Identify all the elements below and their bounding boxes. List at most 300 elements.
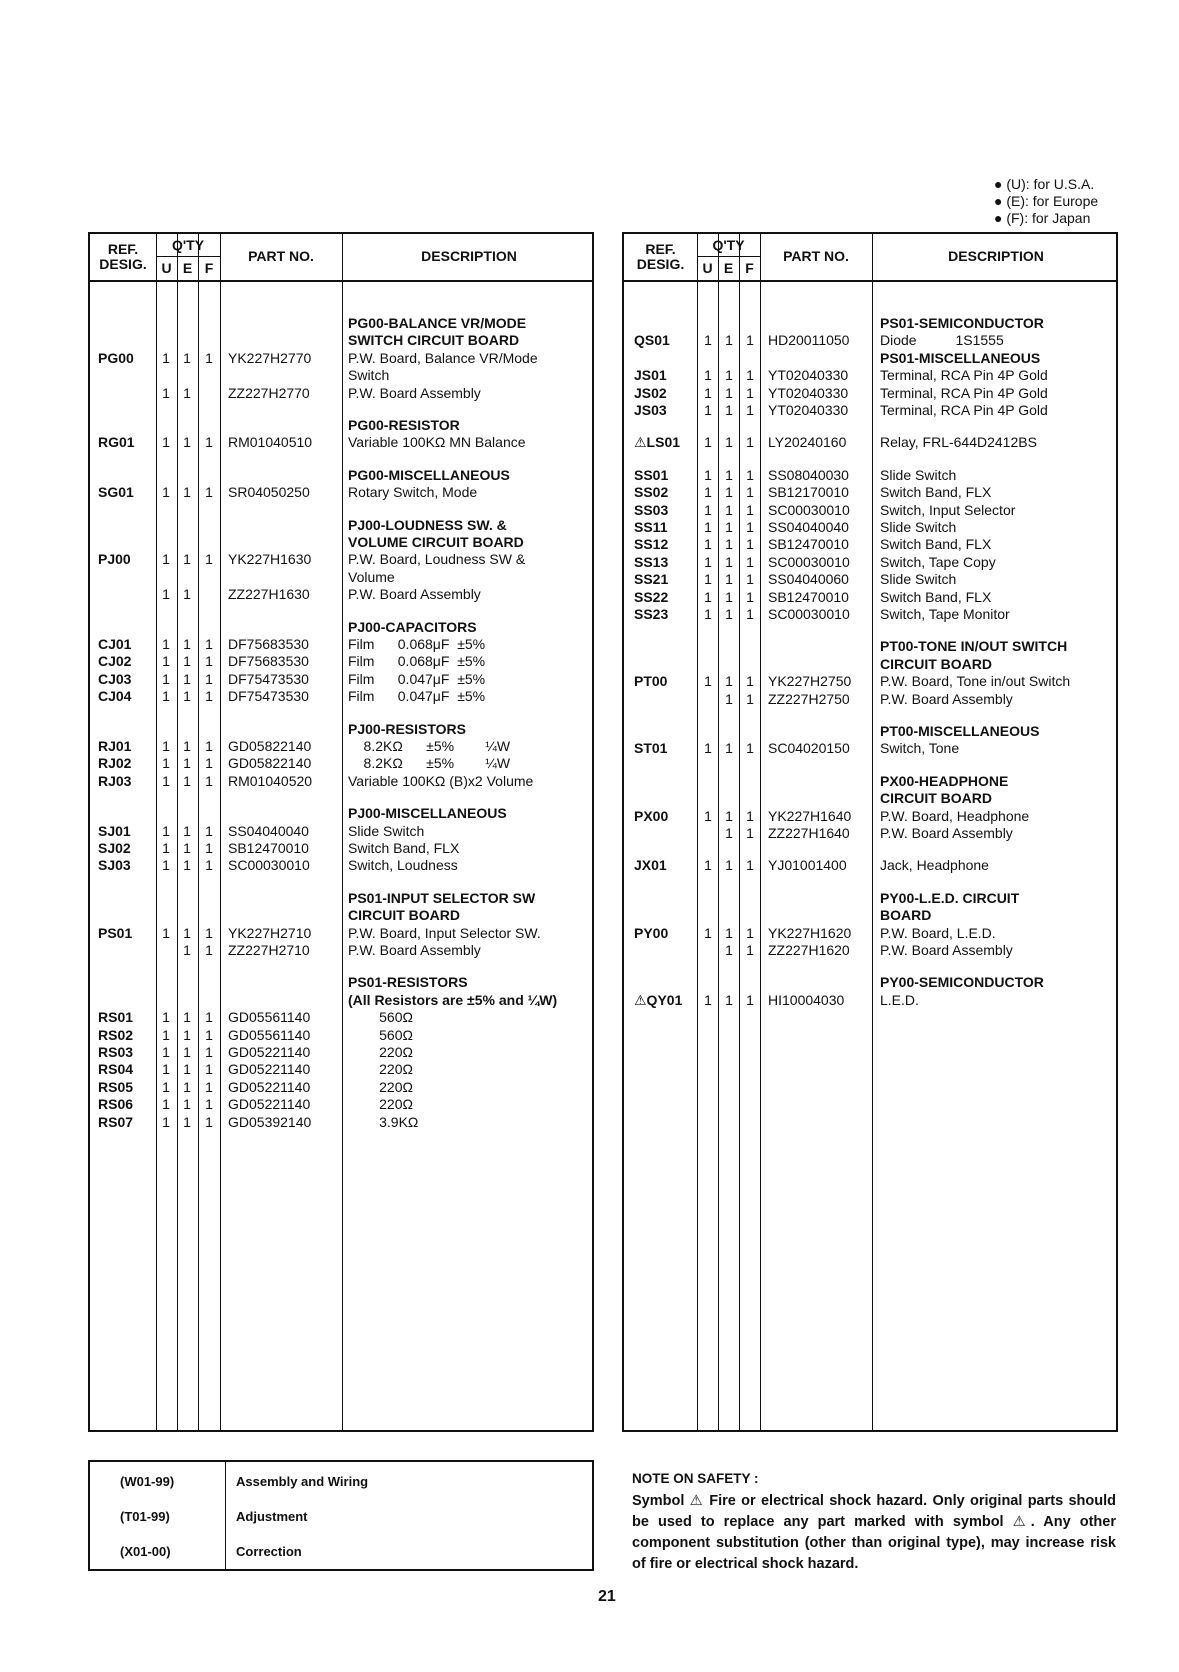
ref-designator: RS05 — [98, 1078, 134, 1095]
section-title: VOLUME CIRCUIT BOARD — [348, 534, 524, 550]
description: P.W. Board Assembly — [880, 825, 1013, 841]
table-row — [90, 384, 592, 402]
description: 220Ω — [348, 1044, 413, 1060]
qty-u: 1 — [704, 384, 712, 401]
description: Jack, Headphone — [880, 857, 989, 874]
qty-f: 1 — [205, 484, 213, 501]
qty-f: 1 — [205, 688, 213, 705]
part-number: YT02040330 — [768, 402, 849, 418]
safety-note — [632, 1468, 1116, 1575]
qty-u: 1 — [704, 673, 712, 690]
table-row — [624, 483, 1116, 501]
qty-f: 1 — [205, 840, 213, 856]
header-description: DESCRIPTION — [421, 248, 517, 264]
description: Slide Switch — [880, 466, 957, 483]
qty-u: 1 — [704, 501, 712, 518]
qty-u: 1 — [162, 1078, 170, 1095]
part-number: GD05392140 — [228, 1113, 312, 1130]
part-number: GD05822140 — [228, 755, 312, 772]
description: Terminal, RCA Pin 4P Gold — [880, 402, 1048, 418]
qty-e: 1 — [183, 551, 191, 568]
qty-e: 1 — [183, 924, 191, 941]
qty-f: 1 — [746, 690, 754, 707]
part-number: GD05221140 — [228, 1078, 311, 1095]
section-heading — [90, 533, 592, 551]
description: Terminal, RCA Pin 4P Gold — [880, 384, 1048, 401]
description: P.W. Board, L.E.D. — [880, 924, 996, 941]
qty-e: 1 — [183, 688, 191, 705]
qty-f: 1 — [746, 466, 754, 483]
section-heading — [90, 720, 592, 738]
section-title: PS01-SEMICONDUCTOR — [880, 315, 1044, 331]
qty-e: 1 — [725, 942, 733, 958]
part-number: ZZ227H2770 — [228, 384, 310, 401]
description: Variable 100KΩ MN Balance — [348, 434, 526, 451]
part-number: ZZ227H1640 — [768, 825, 850, 841]
qty-f: 1 — [205, 434, 213, 451]
label-correction: Correction — [236, 1544, 302, 1559]
qty-f: 1 — [746, 384, 754, 401]
table-row — [90, 941, 592, 959]
qty-u: 1 — [704, 571, 712, 588]
part-number: DF75473530 — [228, 688, 309, 705]
header-qty: Q'TY — [171, 237, 205, 253]
ref-designator: JS01 — [634, 367, 667, 384]
table-row — [624, 384, 1116, 402]
section-heading — [624, 889, 1116, 907]
description: P.W. Board, Headphone — [880, 807, 1030, 824]
table-row — [624, 924, 1116, 942]
qty-u: 1 — [704, 402, 712, 418]
part-number: GD05561140 — [228, 1026, 311, 1043]
table-row — [90, 366, 592, 384]
part-number: GD05221140 — [228, 1061, 311, 1078]
header-part-no: PART NO. — [248, 248, 314, 264]
description: 8.2KΩ ±5% ¼W — [348, 738, 511, 754]
description: P.W. Board, Loudness SW & — [348, 551, 526, 568]
qty-u: 1 — [162, 822, 170, 839]
section-heading — [90, 314, 592, 332]
qty-u: 1 — [704, 367, 712, 384]
part-number: GD05221140 — [228, 1044, 311, 1060]
description: Switch Band, FLX — [880, 484, 992, 501]
section-heading — [90, 991, 592, 1009]
parts-table-left — [88, 232, 594, 1432]
qty-e: 1 — [725, 553, 733, 570]
qty-e: 1 — [183, 1096, 191, 1113]
qty-f: 1 — [746, 825, 754, 841]
ref-designator: JX01 — [634, 857, 667, 874]
description: P.W. Board, Tone in/out Switch — [880, 673, 1071, 690]
part-number: ZZ227H1620 — [768, 942, 850, 958]
qty-e: 1 — [183, 1078, 191, 1095]
header-f: F — [204, 260, 214, 276]
qty-f: 1 — [746, 519, 754, 535]
qty-e: 1 — [725, 484, 733, 501]
table-row — [90, 568, 592, 586]
qty-u: 1 — [704, 807, 712, 824]
ref-designator: SS03 — [634, 501, 669, 518]
qty-f: 1 — [205, 924, 213, 941]
section-title: CIRCUIT BOARD — [880, 790, 992, 807]
section-title: PS01-MISCELLANEOUS — [880, 349, 1041, 366]
table-row — [624, 518, 1116, 536]
qty-e: 1 — [725, 434, 733, 451]
section-title: PG00-RESISTOR — [348, 417, 460, 433]
description: 220Ω — [348, 1096, 413, 1113]
qty-u: 1 — [162, 384, 170, 401]
qty-u: 1 — [162, 738, 170, 754]
ref-designator: SS12 — [634, 536, 669, 553]
section-title: PJ00-CAPACITORS — [348, 618, 477, 635]
qty-e: 1 — [183, 857, 191, 874]
qty-u: 1 — [704, 484, 712, 501]
header-qty: Q'TY — [712, 237, 745, 253]
qty-f: 1 — [205, 1078, 213, 1095]
qty-e: 1 — [183, 349, 191, 366]
qty-e: 1 — [725, 501, 733, 518]
qty-f: 1 — [746, 501, 754, 518]
ref-designator: SG01 — [98, 484, 134, 501]
table-row — [624, 588, 1116, 606]
part-number: ZZ227H2710 — [228, 942, 310, 958]
part-number: HI10004030 — [768, 991, 845, 1008]
section-title: PJ00-RESISTORS — [348, 720, 467, 737]
ref-designator: CJ04 — [98, 688, 132, 705]
section-heading — [90, 889, 592, 907]
qty-f: 1 — [205, 1026, 213, 1043]
description: Switch, Tape Monitor — [880, 606, 1010, 622]
header-u: U — [702, 260, 713, 276]
table-row — [624, 605, 1116, 623]
qty-f: 1 — [205, 1061, 213, 1078]
qty-f: 1 — [746, 434, 754, 451]
qty-e: 1 — [725, 571, 733, 588]
qty-e: 1 — [725, 807, 733, 824]
qty-f: 1 — [205, 636, 213, 652]
section-title: PT00-MISCELLANEOUS — [880, 723, 1040, 739]
table-row — [90, 550, 592, 568]
label-adjustment: Adjustment — [236, 1509, 308, 1524]
ref-designator: SS13 — [634, 553, 669, 570]
qty-e: 1 — [725, 924, 733, 941]
qty-f: 1 — [746, 606, 754, 622]
qty-e: 1 — [725, 332, 733, 349]
qty-u: 1 — [162, 1096, 170, 1113]
section-title: PJ00-MISCELLANEOUS — [348, 805, 507, 822]
ref-designator: PT00 — [634, 673, 668, 690]
table-row — [90, 822, 592, 840]
table-row — [90, 652, 592, 670]
table-row — [624, 941, 1116, 959]
ref-designator: ST01 — [634, 740, 668, 757]
ref-designator: QS01 — [634, 332, 670, 349]
ref-designator: RS07 — [98, 1113, 134, 1130]
qty-f: 1 — [205, 942, 213, 958]
parts-table-right — [622, 232, 1118, 1432]
qty-f: 1 — [746, 740, 754, 757]
description: Film 0.047μF ±5% — [348, 670, 486, 687]
part-number: GD05561140 — [228, 1009, 311, 1026]
section-title: PT00-TONE IN/OUT SWITCH — [880, 638, 1068, 655]
qty-f: 1 — [746, 367, 754, 384]
qty-f: 1 — [746, 402, 754, 418]
qty-e: 1 — [183, 738, 191, 754]
part-number: RM01040510 — [228, 434, 313, 451]
description: Slide Switch — [880, 571, 957, 588]
section-heading — [624, 789, 1116, 807]
section-heading — [624, 906, 1116, 924]
qty-f: 1 — [746, 536, 754, 553]
ref-designator: SS21 — [634, 571, 669, 588]
ref-designator: RS02 — [98, 1026, 134, 1043]
header-e: E — [182, 260, 193, 276]
qty-u: 1 — [704, 332, 712, 349]
qty-u: 1 — [704, 536, 712, 553]
qty-u: 1 — [162, 551, 170, 568]
part-number: YK227H2770 — [228, 349, 312, 366]
table-row — [90, 1060, 592, 1078]
table-row — [90, 1008, 592, 1026]
header-u: U — [161, 260, 172, 276]
header-part-no: PART NO. — [783, 248, 849, 264]
qty-u: 1 — [162, 772, 170, 789]
qty-f: 1 — [205, 1009, 213, 1026]
ref-designator: RS01 — [98, 1009, 134, 1026]
qty-u: 1 — [162, 1044, 170, 1060]
description: P.W. Board, Input Selector SW. — [348, 924, 541, 941]
description: P.W. Board, Balance VR/Mode — [348, 349, 538, 366]
qty-f: 1 — [205, 670, 213, 687]
safety-note-text: Symbol ⚠ Fire or electrical shock hazard. Only original parts should be used to replace any part marked with symbol ⚠. Any other component substitution (other than original type), may increase risk of fire or electrical shock hazard. — [632, 1493, 1116, 1572]
ref-designator: CJ01 — [98, 636, 132, 652]
qty-u: 1 — [162, 653, 170, 670]
change-code-box — [88, 1460, 594, 1571]
qty-e: 1 — [725, 367, 733, 384]
part-number: SS08040030 — [768, 466, 849, 483]
section-heading — [90, 618, 592, 636]
part-number: YK227H2710 — [228, 924, 312, 941]
label-wiring: Assembly and Wiring — [236, 1474, 369, 1489]
qty-f: 1 — [746, 942, 754, 958]
part-number: SB12470010 — [228, 840, 309, 856]
table-row — [90, 349, 592, 367]
qty-u: 1 — [162, 857, 170, 874]
part-number: YK227H1630 — [228, 551, 312, 568]
section-title: PG00-MISCELLANEOUS — [348, 466, 510, 483]
section-title: PX00-HEADPHONE — [880, 772, 1009, 789]
part-number: ZZ227H1630 — [228, 586, 310, 603]
description: 560Ω — [348, 1026, 413, 1043]
part-number: SB12170010 — [768, 484, 849, 501]
section-heading — [624, 349, 1116, 367]
page-number: 21 — [598, 1588, 616, 1605]
safety-note-title: NOTE ON SAFETY : — [632, 1471, 759, 1486]
description: Film 0.068μF ±5% — [348, 636, 486, 652]
qty-e: 1 — [725, 384, 733, 401]
table-row — [90, 1043, 592, 1061]
qty-f: 1 — [205, 653, 213, 670]
part-number: SC00030010 — [768, 501, 850, 518]
part-number: SC00030010 — [228, 857, 310, 874]
qty-u: 1 — [704, 991, 712, 1008]
ref-designator: SS02 — [634, 484, 669, 501]
qty-e: 1 — [725, 690, 733, 707]
header-f: F — [745, 260, 754, 276]
table-row — [90, 1095, 592, 1113]
qty-f: 1 — [205, 822, 213, 839]
table-row — [624, 807, 1116, 825]
qty-u: 1 — [162, 924, 170, 941]
legend-europe: ● (E): for Europe — [994, 193, 1099, 209]
qty-u: 1 — [704, 588, 712, 605]
qty-u: 1 — [704, 606, 712, 622]
qty-e: 1 — [725, 673, 733, 690]
section-title: PJ00-LOUDNESS SW. & — [348, 516, 507, 533]
table-row — [90, 924, 592, 942]
header-e: E — [723, 260, 734, 276]
part-number: ZZ227H2750 — [768, 690, 850, 707]
part-number: DF75683530 — [228, 636, 309, 652]
qty-f: 1 — [746, 332, 754, 349]
description: Film 0.047μF ±5% — [348, 688, 486, 705]
section-title: PS01-INPUT SELECTOR SW — [348, 889, 536, 906]
section-title: PS01-RESISTORS — [348, 974, 468, 991]
qty-e: 1 — [725, 606, 733, 622]
description: Switch, Tape Copy — [880, 553, 996, 570]
ref-designator: RS06 — [98, 1096, 134, 1113]
ref-designator: JS02 — [634, 384, 667, 401]
qty-f: 1 — [205, 1096, 213, 1113]
qty-f: 1 — [746, 553, 754, 570]
description: 220Ω — [348, 1078, 413, 1095]
qty-e: 1 — [183, 586, 191, 603]
ref-designator: SS23 — [634, 606, 669, 622]
qty-f: 1 — [746, 571, 754, 588]
ref-designator: RJ02 — [98, 755, 132, 772]
qty-e: 1 — [183, 384, 191, 401]
table-row — [624, 739, 1116, 757]
description: Relay, FRL-644D2412BS — [880, 434, 1037, 451]
description: Switch — [348, 367, 390, 384]
description: Diode 1S1555 — [880, 332, 1004, 349]
section-heading — [624, 314, 1116, 332]
table-row — [624, 331, 1116, 349]
description: Terminal, RCA Pin 4P Gold — [880, 367, 1048, 384]
description: Volume — [348, 568, 395, 585]
qty-u: 1 — [704, 924, 712, 941]
part-number: YK227H1620 — [768, 924, 852, 941]
table-row — [624, 535, 1116, 553]
part-number: DF75683530 — [228, 653, 309, 670]
description: Switch Band, FLX — [348, 840, 460, 856]
qty-e: 1 — [183, 822, 191, 839]
table-row — [90, 839, 592, 857]
description: Switch, Tone — [880, 740, 960, 757]
qty-u: 1 — [162, 1113, 170, 1130]
description: 560Ω — [348, 1009, 413, 1026]
part-number: SS04040040 — [228, 822, 309, 839]
part-number: YT02040330 — [768, 384, 849, 401]
ref-designator: RG01 — [98, 434, 135, 451]
table-row — [90, 635, 592, 653]
qty-e: 1 — [725, 536, 733, 553]
code-wiring: (W01-99) — [120, 1474, 175, 1489]
part-number: SC04020150 — [768, 740, 850, 757]
ref-designator: PS01 — [98, 924, 133, 941]
region-legend — [994, 176, 1164, 227]
qty-e: 1 — [725, 588, 733, 605]
qty-u: 1 — [162, 840, 170, 856]
qty-e: 1 — [183, 755, 191, 772]
section-title: PG00-BALANCE VR/MODE — [348, 315, 527, 331]
table-row — [624, 856, 1116, 874]
qty-e: 1 — [725, 519, 733, 535]
part-number: GD05822140 — [228, 738, 312, 754]
qty-u: 1 — [162, 1061, 170, 1078]
table-row — [90, 433, 592, 451]
section-title: PY00-L.E.D. CIRCUIT — [880, 889, 1020, 906]
description: Switch Band, FLX — [880, 536, 992, 553]
qty-u: 1 — [162, 484, 170, 501]
part-number: DF75473530 — [228, 670, 309, 687]
description: Film 0.068μF ±5% — [348, 653, 486, 670]
section-heading — [624, 637, 1116, 655]
qty-f: 1 — [746, 991, 754, 1008]
ref-designator: RJ01 — [98, 738, 132, 754]
section-heading — [624, 655, 1116, 673]
table-row — [624, 570, 1116, 588]
qty-u: 1 — [162, 349, 170, 366]
table-row — [90, 1026, 592, 1044]
ref-designator: SS22 — [634, 588, 669, 605]
description: L.E.D. — [880, 991, 919, 1008]
legend-usa: ● (U): for U.S.A. — [994, 176, 1095, 192]
ref-designator: CJ02 — [98, 653, 132, 670]
section-heading — [90, 906, 592, 924]
part-number: SC00030010 — [768, 553, 850, 570]
description: P.W. Board Assembly — [880, 690, 1013, 707]
qty-u: 1 — [704, 466, 712, 483]
qty-e: 1 — [183, 1026, 191, 1043]
qty-u: 1 — [162, 688, 170, 705]
qty-f: 1 — [205, 738, 213, 754]
ref-designator: SJ01 — [98, 822, 131, 839]
qty-f: 1 — [746, 807, 754, 824]
section-title: SWITCH CIRCUIT BOARD — [348, 332, 520, 349]
ref-designator: SS11 — [634, 519, 668, 535]
part-number: SS04040060 — [768, 571, 849, 588]
qty-f: 1 — [746, 588, 754, 605]
table-row — [90, 737, 592, 755]
qty-e: 1 — [725, 402, 733, 418]
qty-e: 1 — [183, 942, 191, 958]
part-number: YJ01001400 — [768, 857, 847, 874]
ref-designator: CJ03 — [98, 670, 132, 687]
ref-designator: SJ02 — [98, 840, 131, 856]
qty-u: 1 — [162, 1026, 170, 1043]
qty-u: 1 — [704, 519, 712, 535]
description: P.W. Board Assembly — [348, 586, 481, 603]
section-heading — [90, 416, 592, 434]
section-title: CIRCUIT BOARD — [348, 907, 460, 924]
table-row — [90, 483, 592, 501]
qty-e: 1 — [725, 991, 733, 1008]
qty-e: 1 — [725, 825, 733, 841]
description: Slide Switch — [880, 519, 957, 535]
qty-e: 1 — [183, 434, 191, 451]
qty-e: 1 — [183, 840, 191, 856]
